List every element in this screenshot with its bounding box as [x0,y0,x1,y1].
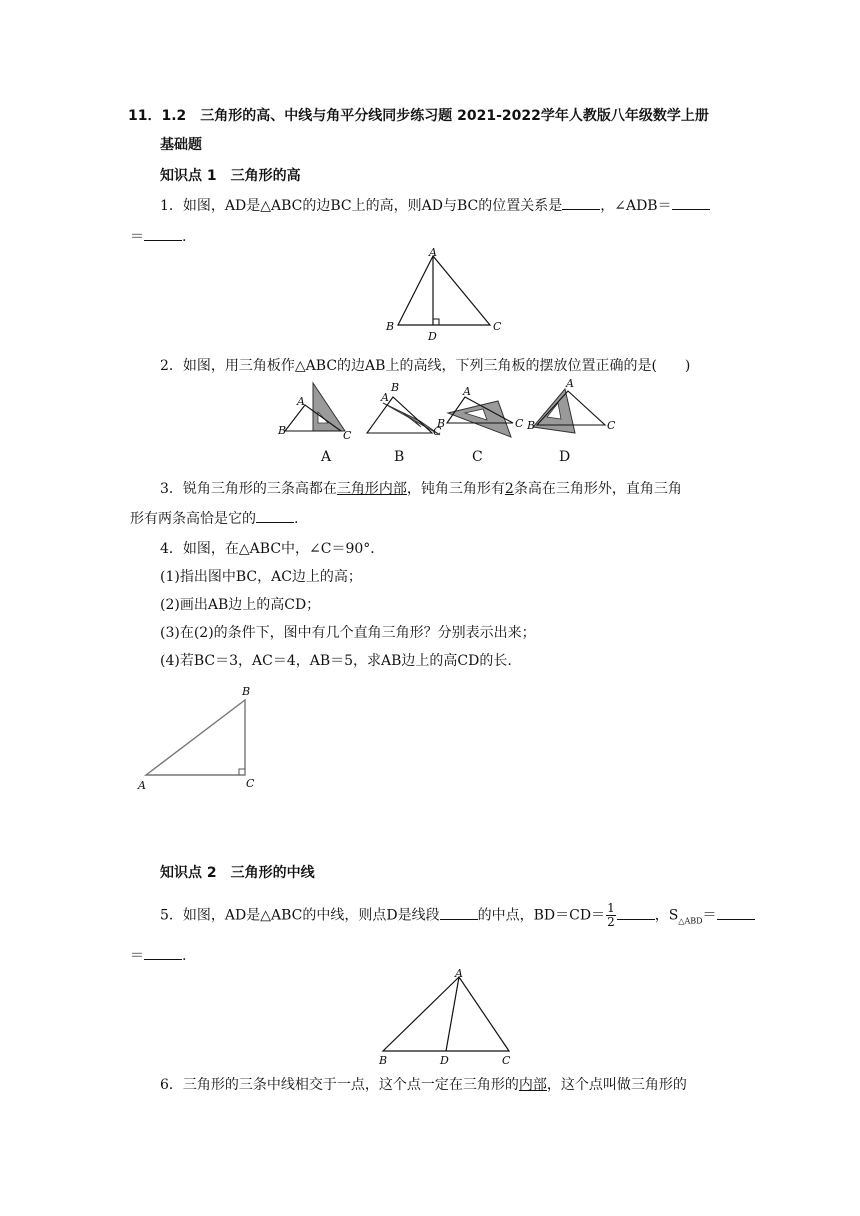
question-4-stem: 4．如图，在△ABC中，∠C＝90°． [160,541,385,557]
question-5-line-1: 5．如图，AD是△ABC的中线，则点D是线段 的中点，BD＝CD＝ $\frac{1}{2}$ ，$S_{\triangle ABD}=$ [160,902,755,929]
knowledge-point-2: 知识点 2 三角形的中线 [160,865,315,881]
label-b: B [379,1054,388,1066]
label-a: A [455,967,463,980]
svg-text:C: C [607,419,616,432]
document-title: 11．1.2 三角形的高、中线与角平分线同步练习题 2021-2022学年人教版八年级数学上册 [128,108,709,124]
option-c-figure [436,385,524,437]
svg-text:C: C [515,417,524,430]
option-c-label: C [472,449,483,465]
underlined-answer: 三角形内部 [336,481,407,497]
label-c: C [246,777,255,790]
answer-blank [440,907,478,920]
label-d: D [428,330,437,343]
figure-2-options [275,375,620,465]
svg-text:B: B [391,381,400,394]
label-b: B [386,320,395,333]
answer-blank [717,907,755,920]
option-b-label: B [394,449,405,465]
question-1-line-2: ＝ . [130,229,187,245]
figure-5-median [370,966,530,1066]
question-1-line-1: 1．如图，AD是△ABC的边BC上的高，则AD与BC的位置关系是 ，∠ADB＝ [160,195,710,215]
option-d-figure [526,377,616,433]
figure-4-right-triangle [130,683,270,793]
option-a-figure [277,383,352,442]
question-3-line-1: 3．锐角三角形的三条高都在三角形内部，钝角三角形有2条高在三角形外，直角三角 [160,481,682,497]
question-3-line-2: 形有两条高恰是它的 . [130,511,299,527]
svg-text:B: B [278,424,287,437]
fraction-one-half: $\frac{1}{2}$ [607,901,615,929]
option-b-figure [367,381,442,438]
question-6: 6．三角形的三条中线相交于一点，这个点一定在三角形的内部，这个点叫做三角形的 [160,1077,687,1093]
label-d: D [440,1054,449,1066]
svg-text:C: C [343,429,352,442]
underlined-answer: 2 [504,481,514,497]
knowledge-point-1: 知识点 1 三角形的高 [160,168,301,184]
question-5-line-2: ＝ . [130,948,187,964]
svg-text:A: A [566,377,574,390]
option-d-label: D [559,449,571,465]
svg-text:A: A [297,395,305,408]
answer-blank [672,197,710,210]
question-4-part-2: (2)画出AB边上的高CD； [160,597,321,613]
label-c: C [502,1054,511,1066]
question-2: 2．如图，用三角板作△ABC的边AB上的高线，下列三角板的摆放位置正确的是( ) [160,358,691,374]
question-4-part-4: (4)若BC＝3，AC＝4，AB＝5，求AB边上的高CD的长. [160,653,512,669]
svg-text:B: B [437,417,446,430]
label-c: C [493,320,502,333]
section-heading: 基础题 [160,137,202,153]
label-b: B [242,685,251,698]
label-a: A [138,779,146,792]
svg-text:C: C [433,425,442,438]
answer-blank [562,197,600,210]
answer-blank [617,907,655,920]
figure-1-triangle [380,248,510,344]
svg-text:A: A [381,391,389,404]
question-4-part-3: (3)在(2)的条件下，图中有几个直角三角形？分别表示出来； [160,625,536,641]
answer-blank [144,947,182,960]
option-a-label: A [321,449,332,465]
question-4-part-1: (1)指出图中BC，AC边上的高； [160,569,362,585]
svg-text:B: B [527,419,536,432]
answer-blank [256,510,294,523]
answer-blank [144,228,182,241]
label-a: A [429,248,437,259]
underlined-answer: 内部 [518,1077,547,1093]
svg-text:A: A [463,385,471,398]
